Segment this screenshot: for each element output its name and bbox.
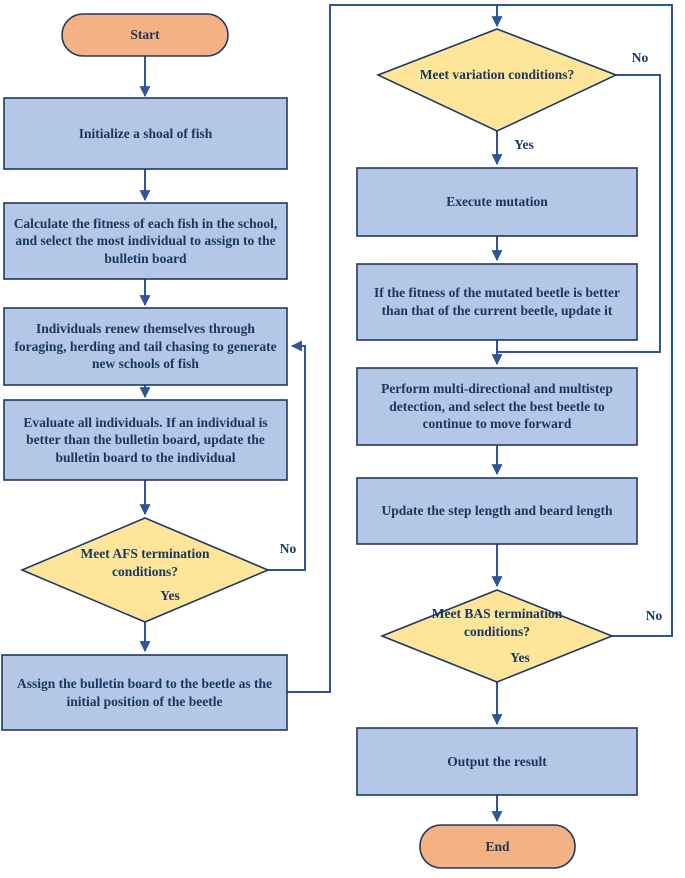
update-step-label: Update the step length and beard length xyxy=(381,503,613,519)
afs-termination-label: Meet AFS termination conditions? xyxy=(80,546,210,579)
start-label: Start xyxy=(130,27,160,43)
variation-label: Meet variation conditions? xyxy=(419,67,575,83)
variation-no-label: No xyxy=(631,50,649,65)
end-label: End xyxy=(485,838,510,854)
afs-yes-label: Yes xyxy=(160,588,180,603)
bas-yes-label: Yes xyxy=(510,650,530,665)
renew-label: Individuals renew themselves through foraging, herding and tail chasing to generate new schools of fish xyxy=(14,321,277,372)
init-label: Initialize a shoal of fish xyxy=(78,125,213,141)
afs-no-label: No xyxy=(279,541,297,556)
output-label: Output the result xyxy=(447,753,547,769)
evaluate-label: Evaluate all individuals. If an individual is better than the bulletin board, update the bulletin board to the individual xyxy=(23,414,268,465)
mutation-label: Execute mutation xyxy=(446,194,548,210)
calc-label: Calculate the fitness of each fish in the school, and select the most individual to assign to the bulletin board xyxy=(13,215,278,266)
fitness-label: If the fitness of the mutated beetle is better than that of the current beetle, update it xyxy=(374,285,620,318)
bas-termination-label: Meet BAS termination conditions? xyxy=(431,606,563,639)
variation-yes-label: Yes xyxy=(514,137,534,152)
assign-label: Assign the bulletin board to the beetle as the initial position of the beetle xyxy=(16,675,272,709)
detect-label: Perform multi-directional and multistep detection, and select the best beetle to continue to move forward xyxy=(381,381,613,432)
bas-no-label: No xyxy=(645,608,663,623)
